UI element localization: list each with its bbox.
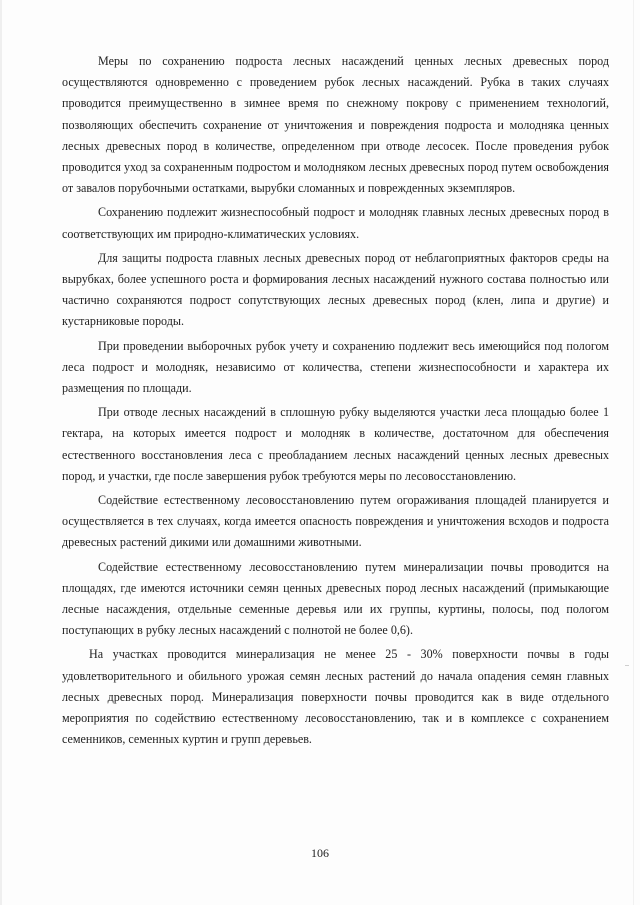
paragraph-fencing: Содействие естественному лесовосстановлению путем огораживания площадей планируется и осуществляется в тех случаях, когда имеется опасность повреждения и уничтожения всходов и подроста древесных растений дикими или домашними животными. bbox=[62, 493, 609, 550]
scan-margin-mark bbox=[625, 665, 629, 666]
paragraph-soil-mineralization: Содействие естественному лесовосстановлению путем минерализации почвы проводится на площадях, где имеются источники семян ценных древесных пород лесных насаждений (примыкающие лесные насаждения, отдельные семенные деревья или их группы, куртины, полосы, под пологом поступающих в рубку лесных насаждений с полнотой не более 0,6). bbox=[62, 559, 609, 638]
document-body bbox=[62, 51, 609, 754]
paragraph-clear-cutting-allotment: При отводе лесных насаждений в сплошную рубку выделяются участки леса площадью более 1 гектара, на которых имеется подрост и молодняк в количестве, достаточном для обеспечения естественного восстановления леса с преобладанием лесных насаждений ценных лесных древесных пород, и участки, где после завершения рубок требуются меры по лесовосстановлению. bbox=[62, 405, 609, 483]
paragraph-protection-factors: Для защиты подроста главных лесных древесных пород от неблагоприятных факторов среды на вырубках, более успешного роста и формирования лесных насаждений нужного состава полностью или частично сохраняются подрост сопутствующих лесных древесных пород (клен, липа и другие) и кустарниковые породы. bbox=[62, 250, 609, 329]
page-number: 106 bbox=[311, 846, 329, 860]
paragraph-viable-subgrowth: Сохранению подлежит жизнеспособный подрост и молодняк главных лесных древесных пород в соответствующих им природно-климатических условиях. bbox=[62, 205, 609, 241]
paragraph-selective-cutting: При проведении выборочных рубок учету и сохранению подлежит весь имеющийся под пологом леса подрост и молодняк, независимо от количества, степени жизнеспособности и характера их размещения по площади. bbox=[62, 338, 609, 396]
scan-edge-left bbox=[0, 0, 2, 905]
scan-edge-right bbox=[633, 0, 634, 905]
paragraph-subgrowth-preservation: Меры по сохранению подроста лесных насаждений ценных лесных древесных пород осуществляются одновременно с проведением рубок лесных насаждений. Рубка в таких случаях проводится преимущественно в зимнее время по снежному покрову с применением технологий, позволяющих обеспечить сохранение от уничтожения и повреждения подроста и молодняка ценных лесных древесных пород в количестве, определенном при отводе лесосек. После проведения рубок проводится уход за сохраненным подростом и молодняком лесных древесных пород путем освобождения от завалов порубочными остатками, вырубки сломанных и поврежденных экземпляров. bbox=[62, 54, 609, 196]
paragraph-mineralization-share: На участках проводится минерализация не менее 25 - 30% поверхности почвы в годы удовлетворительного и обильного урожая семян лесных растений до начала опадения семян главных лесных древесных пород. Минерализация поверхности почвы проводится как в виде отдельного мероприятия по содействию естественному лесовосстановлению, так и в комплексе с сохранением семенников, семенных куртин и групп деревьев. bbox=[62, 647, 609, 747]
